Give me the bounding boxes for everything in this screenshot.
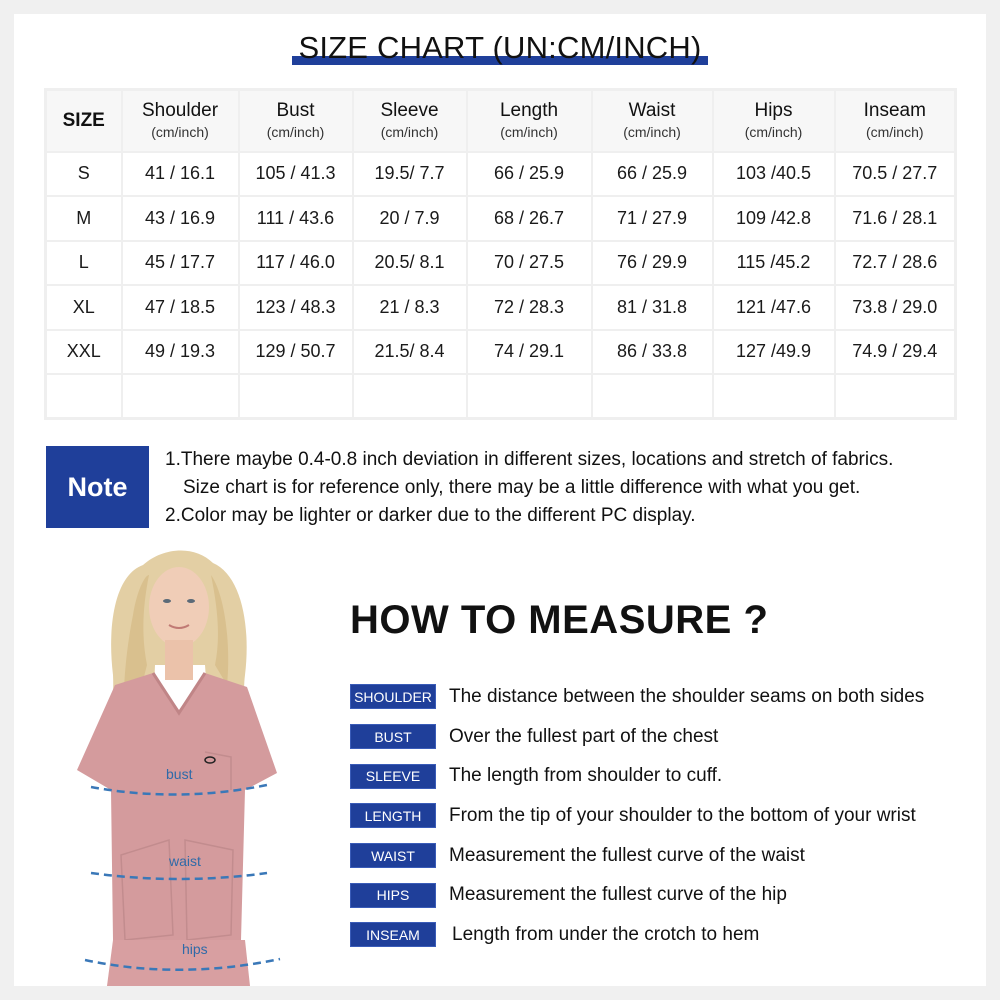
column-unit: (cm/inch) xyxy=(380,123,439,140)
column-unit: (cm/inch) xyxy=(151,123,209,140)
table-cell xyxy=(835,374,956,419)
table-cell: L xyxy=(46,241,122,286)
measure-item-length xyxy=(350,796,970,836)
table-cell: 105 / 41.3 xyxy=(239,152,353,197)
measure-item-bust xyxy=(350,717,970,757)
note-line-1-continued: Size chart is for reference only, there may be a little difference with what you get. xyxy=(183,477,861,498)
column-label: Shoulder xyxy=(141,99,219,121)
column-label: Length xyxy=(499,99,559,121)
measure-desc: Length from under the crotch to hem xyxy=(452,923,760,945)
table-cell: 121 /47.6 xyxy=(713,285,835,330)
table-cell: 45 / 17.7 xyxy=(122,241,239,286)
table-cell xyxy=(592,374,713,419)
measure-badge: HIPS xyxy=(350,883,436,908)
measure-desc: Measurement the fullest curve of the waist xyxy=(449,844,805,866)
column-header-shoulder xyxy=(122,90,239,152)
column-label: Hips xyxy=(754,99,793,121)
table-cell: 70.5 / 27.7 xyxy=(835,152,956,197)
table-row-l xyxy=(46,241,956,286)
page-title: SIZE CHART (UN:CM/INCH) xyxy=(298,30,702,65)
table-cell: 76 / 29.9 xyxy=(592,241,713,286)
table-cell: 68 / 26.7 xyxy=(467,196,592,241)
column-unit: (cm/inch) xyxy=(500,123,558,140)
column-label: Bust xyxy=(276,99,315,121)
table-cell: 47 / 18.5 xyxy=(122,285,239,330)
measure-item-hips xyxy=(350,875,970,915)
table-cell: 19.5/ 7.7 xyxy=(353,152,467,197)
table-cell: 20.5/ 8.1 xyxy=(353,241,467,286)
measure-desc: The distance between the shoulder seams on both sides xyxy=(449,685,925,707)
table-cell: 66 / 25.9 xyxy=(592,152,713,197)
waist-label: waist xyxy=(169,853,201,869)
column-header-length xyxy=(467,90,592,152)
measure-badge: WAIST xyxy=(350,843,436,868)
table-cell: 66 / 25.9 xyxy=(467,152,592,197)
column-header-size: SIZE xyxy=(46,90,122,152)
table-cell: 70 / 27.5 xyxy=(467,241,592,286)
table-cell: M xyxy=(46,196,122,241)
hips-label: hips xyxy=(182,941,208,957)
table-cell: 127 /49.9 xyxy=(713,330,835,375)
table-cell xyxy=(46,374,122,419)
table-row-s xyxy=(46,152,956,197)
measure-item-shoulder xyxy=(350,677,970,717)
table-cell: 109 /42.8 xyxy=(713,196,835,241)
measure-badge: LENGTH xyxy=(350,803,436,828)
measure-item-sleeve xyxy=(350,756,970,796)
table-cell: 49 / 19.3 xyxy=(122,330,239,375)
column-unit: (cm/inch) xyxy=(865,123,924,140)
measure-guide-list xyxy=(350,677,970,955)
column-header-inseam xyxy=(835,90,956,152)
measure-badge: INSEAM xyxy=(350,922,436,947)
measure-badge: BUST xyxy=(350,724,436,749)
column-unit: (cm/inch) xyxy=(266,123,325,140)
table-cell: 21 / 8.3 xyxy=(353,285,467,330)
table-cell: 72 / 28.3 xyxy=(467,285,592,330)
column-unit: (cm/inch) xyxy=(744,123,803,140)
bust-label: bust xyxy=(166,766,193,782)
table-cell: 111 / 43.6 xyxy=(239,196,353,241)
column-label: Sleeve xyxy=(380,99,439,121)
measure-desc: Over the fullest part of the chest xyxy=(449,725,719,747)
note-badge: Note xyxy=(46,446,149,528)
column-header-hips xyxy=(713,90,835,152)
size-chart-header xyxy=(290,28,710,68)
measure-desc: The length from shoulder to cuff. xyxy=(449,765,723,787)
table-cell: 43 / 16.9 xyxy=(122,196,239,241)
table-cell xyxy=(467,374,592,419)
table-cell: 73.8 / 29.0 xyxy=(835,285,956,330)
column-header-sleeve xyxy=(353,90,467,152)
table-cell: 74.9 / 29.4 xyxy=(835,330,956,375)
size-chart-table xyxy=(44,88,957,420)
table-cell: 117 / 46.0 xyxy=(239,241,353,286)
table-cell: 74 / 29.1 xyxy=(467,330,592,375)
note-text xyxy=(165,446,965,530)
table-row-m xyxy=(46,196,956,241)
table-cell xyxy=(239,374,353,419)
table-cell: XXL xyxy=(46,330,122,375)
table-cell: 103 /40.5 xyxy=(713,152,835,197)
table-row-xl xyxy=(46,285,956,330)
table-cell: 71 / 27.9 xyxy=(592,196,713,241)
table-cell: 129 / 50.7 xyxy=(239,330,353,375)
table-row-empty xyxy=(46,374,956,419)
table-cell: 71.6 / 28.1 xyxy=(835,196,956,241)
column-header-waist xyxy=(592,90,713,152)
measure-desc: From the tip of your shoulder to the bottom of your wrist xyxy=(449,804,916,826)
column-header-bust xyxy=(239,90,353,152)
table-header-row xyxy=(46,90,956,152)
measure-desc: Measurement the fullest curve of the hip xyxy=(449,884,787,906)
table-cell xyxy=(713,374,835,419)
table-cell: 115 /45.2 xyxy=(713,241,835,286)
table-cell xyxy=(122,374,239,419)
table-cell xyxy=(353,374,467,419)
table-row-xxl xyxy=(46,330,956,375)
table-cell: 20 / 7.9 xyxy=(353,196,467,241)
table-cell: 41 / 16.1 xyxy=(122,152,239,197)
table-cell: S xyxy=(46,152,122,197)
note-line-1: 1.There maybe 0.4-0.8 inch deviation in different sizes, locations and stretch of fabrics. xyxy=(165,449,894,470)
table-cell: XL xyxy=(46,285,122,330)
how-to-measure-title: HOW TO MEASURE ? xyxy=(350,598,769,642)
table-cell: 72.7 / 28.6 xyxy=(835,241,956,286)
column-label: Waist xyxy=(628,99,676,121)
measure-item-inseam xyxy=(350,915,970,955)
measure-badge: SHOULDER xyxy=(350,684,436,709)
measure-badge: SLEEVE xyxy=(350,764,436,789)
table-cell: 86 / 33.8 xyxy=(592,330,713,375)
note-line-2: 2.Color may be lighter or darker due to the different PC display. xyxy=(165,505,696,526)
column-label: Inseam xyxy=(863,99,926,121)
table-cell: 81 / 31.8 xyxy=(592,285,713,330)
table-cell: 21.5/ 8.4 xyxy=(353,330,467,375)
model-photo xyxy=(55,535,305,986)
table-cell: 123 / 48.3 xyxy=(239,285,353,330)
measure-item-waist xyxy=(350,836,970,876)
column-unit: (cm/inch) xyxy=(623,123,681,140)
